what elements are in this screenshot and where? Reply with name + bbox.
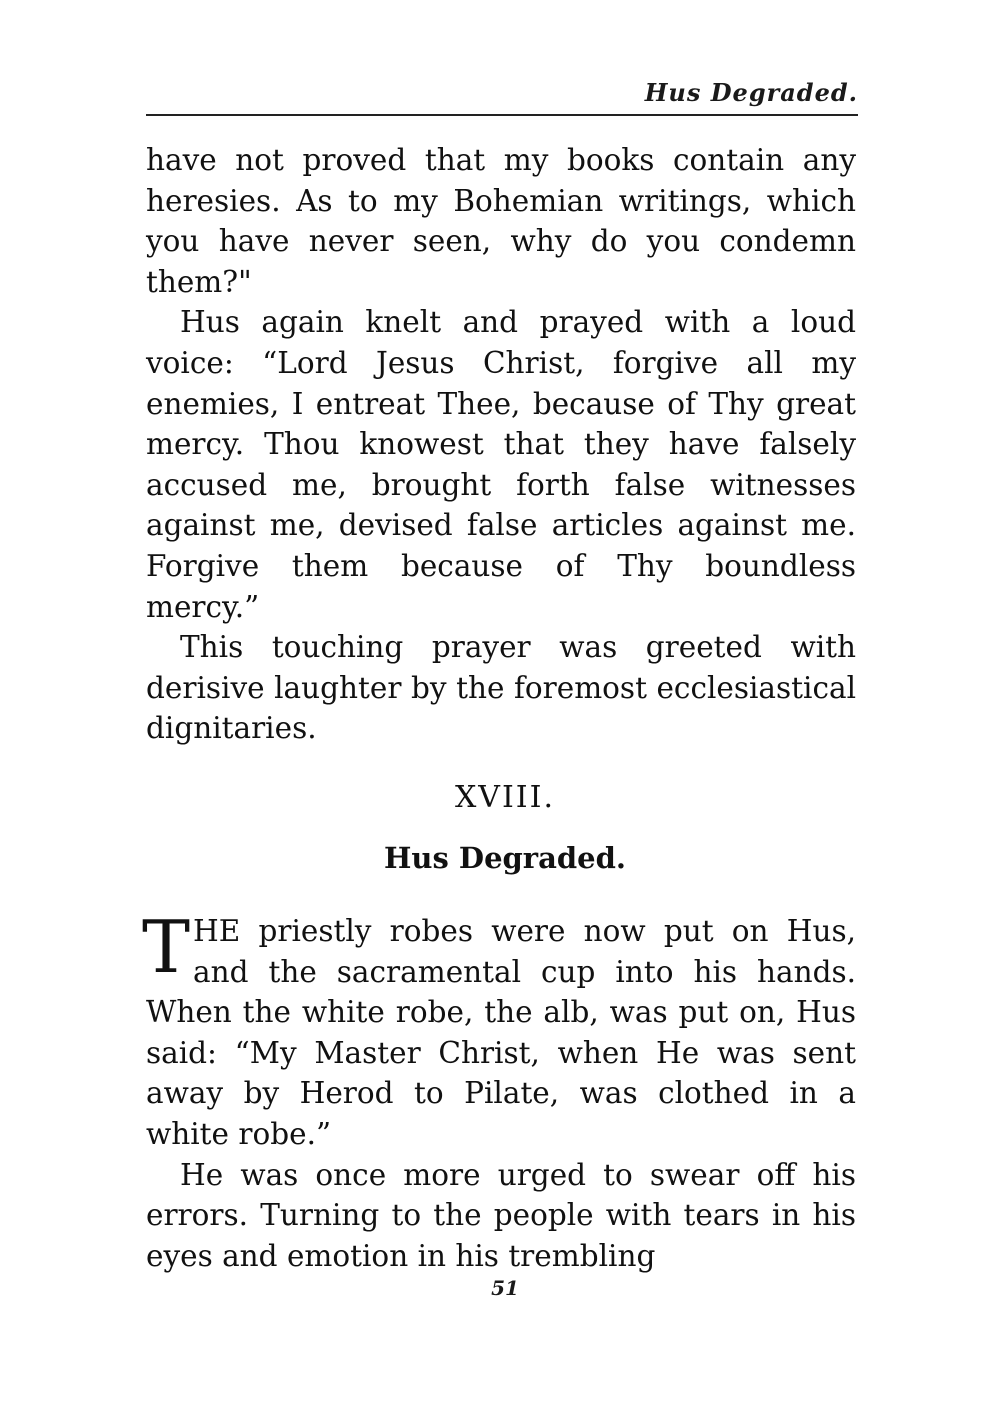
paragraph-robes xyxy=(142,905,856,1155)
paragraph-continuation: have not proved that my books contain any heresies. As to my Bohemian writings, which you have never seen, why do you condemn them?" xyxy=(146,143,856,299)
paragraph-urged: He was once more urged to swear off his errors. Turning to the people with tears in his eyes and emotion in his trembling xyxy=(146,1157,856,1273)
paragraph-robes-text: HE priestly robes were now put on Hus, and the sacramental cup into his hands. When the white robe, the alb, was put on, Hus said: “My Master Christ, when He was sent away by Herod to Pilate, was clothed in a white robe.” xyxy=(146,914,856,1151)
running-head: Hus Degraded. xyxy=(644,78,858,107)
header-rule xyxy=(146,114,858,116)
chapter-title: Hus Degraded. xyxy=(384,841,626,875)
text-block-top xyxy=(146,140,856,749)
text-block-bottom xyxy=(142,905,856,1276)
drop-cap: T xyxy=(142,905,191,989)
chapter-number: XVIII. xyxy=(454,780,556,815)
paragraph-laughter: This touching prayer was greeted with derisive laughter by the foremost ecclesiastical dignitaries. xyxy=(146,630,856,746)
page-number: 51 xyxy=(491,1276,519,1300)
paragraph-prayer: Hus again knelt and prayed with a loud voice: “Lord Jesus Christ, forgive all my enemies, I entreat Thee, because of Thy great mercy. Thou knowest that they have falsely accused me, brought forth false witnesses against me, devised false articles against me. Forgive them because of Thy boundless mercy.” xyxy=(146,305,856,624)
